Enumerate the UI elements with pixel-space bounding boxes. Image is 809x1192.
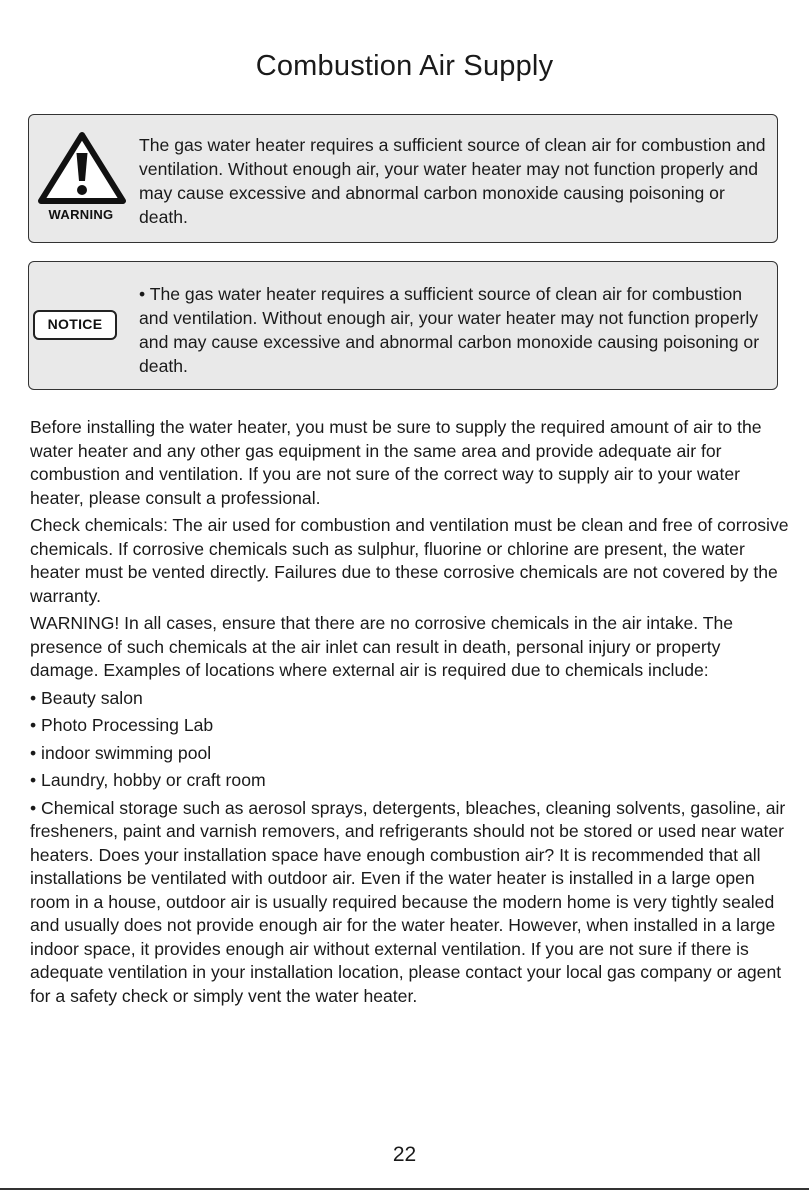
- check-chemicals-paragraph: Check chemicals: The air used for combustion and ventilation must be clean and free of corrosive chemicals. If corrosive chemicals such as sulphur, fluorine or chlorine are present, the water heater must be vented directly. Failures due to these corrosive chemicals are not covered by the warranty.: [30, 515, 789, 606]
- notice-text: • The gas water heater requires a sufficient source of clean air for combustion and ventilation. Without enough air, your water heater may not function properly and may cause excessive and abnormal carbon monoxide causing poisoning or death.: [139, 284, 760, 376]
- warning-text: The gas water heater requires a sufficient source of clean air for combustion and ventilation. Without enough air, your water heater may not function properly and may cause excessive and abnormal carbon monoxide causing poisoning or death.: [139, 135, 766, 227]
- list-item: • Photo Processing Lab: [30, 715, 214, 735]
- list-item: • Laundry, hobby or craft room: [30, 770, 266, 790]
- warning-label: WARNING: [48, 207, 114, 222]
- list-item: • indoor swimming pool: [30, 742, 212, 763]
- notice-box: [28, 261, 778, 390]
- warning-triangle-icon: [37, 129, 127, 207]
- warning-paragraph: WARNING! In all cases, ensure that there are no corrosive chemicals in the air intake. The presence of such chemicals at the air inlet can result in death, personal injury or property damage. Examples of locations where external air is required due to chemicals include:: [30, 613, 734, 680]
- bottom-divider: [0, 1188, 809, 1190]
- body-text: [30, 416, 790, 1012]
- page-number: 22: [392, 1143, 417, 1166]
- list-item: • Chemical storage such as aerosol sprays, detergents, bleaches, cleaning solvents, gasoline, air fresheners, paint and varnish removers, and refrigerants should not be stored or used near water heaters. Does your installation space have enough combustion air? It is recommended that all installations be ventilated with outdoor air. Even if the water heater is installed in a large open room in a house, outdoor air is usually required because the modern home is very tightly sealed and usually does not provide enough air for the water heater. However, when installed in a large indoor space, it provides enough air without external ventilation. If you are not sure if there is adequate ventilation in your installation location, please contact your local gas company or agent for a safety check or simply vent the water heater.: [30, 797, 786, 1006]
- notice-badge: NOTICE: [33, 310, 117, 340]
- warning-box: [28, 114, 778, 243]
- intro-paragraph: Before installing the water heater, you must be sure to supply the required amount of air to the water heater and any other gas equipment in the same area and provide adequate air for combustion and ventilation. If you are not sure of the correct way to supply air to your water heater, please consult a professional.: [30, 417, 762, 508]
- list-item: • Beauty salon: [30, 687, 143, 708]
- page-title: Combustion Air Supply: [255, 50, 554, 82]
